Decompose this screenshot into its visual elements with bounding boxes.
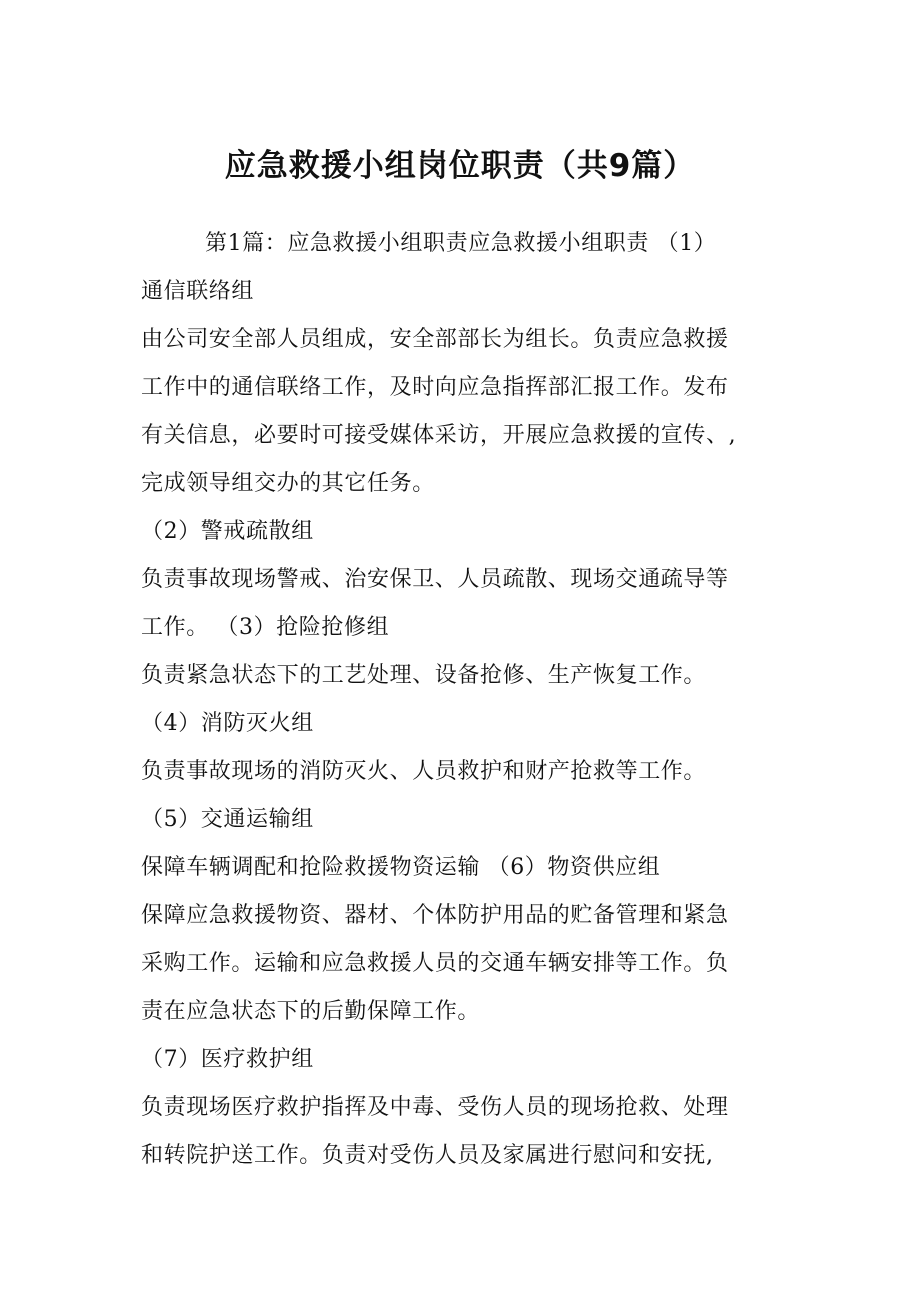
section-heading: （2）警戒疏散组 xyxy=(141,519,314,544)
paragraph-line: 有关信息，必要时可接受媒体采访，开展应急救援的宣传、, xyxy=(141,423,737,448)
section-heading: （4）消防灭火组 xyxy=(141,711,314,736)
paragraph-line: 工作中的通信联络工作，及时向应急指挥部汇报工作。发布 xyxy=(141,375,729,400)
paragraph-line: 负责紧急状态下的工艺处理、设备抢修、生产恢复工作。 xyxy=(141,663,707,688)
document-title: 应急救援小组岗位职责（共9篇） xyxy=(224,148,696,184)
section-heading: （7）医疗救护组 xyxy=(141,1047,314,1072)
paragraph-line: 第1篇：应急救援小组职责应急救援小组职责 （1） xyxy=(205,231,717,256)
section-heading: （5）交通运输组 xyxy=(141,807,314,832)
paragraph-line: 保障应急救援物资、器材、个体防护用品的贮备管理和紧急 xyxy=(141,903,729,928)
paragraph-line: 负责现场医疗救护指挥及中毒、受伤人员的现场抢救、处理 xyxy=(141,1095,729,1120)
paragraph-line: 负责事故现场警戒、治安保卫、人员疏散、现场交通疏导等 xyxy=(141,567,729,592)
document-body xyxy=(141,220,791,1180)
paragraph-line: 负责事故现场的消防灭火、人员救护和财产抢救等工作。 xyxy=(141,759,707,784)
paragraph-line: 和转院护送工作。负责对受伤人员及家属进行慰问和安抚, xyxy=(141,1143,714,1168)
paragraph-line: 通信联络组 xyxy=(141,279,255,304)
paragraph-line: 工作。 （3）抢险抢修组 xyxy=(141,615,390,640)
paragraph-line: 完成领导组交办的其它任务。 xyxy=(141,471,435,496)
paragraph-line: 责在应急状态下的后勤保障工作。 xyxy=(141,999,481,1024)
paragraph-line: 采购工作。运输和应急救援人员的交通车辆安排等工作。负 xyxy=(141,951,729,976)
paragraph-line: 由公司安全部人员组成，安全部部长为组长。负责应急救援 xyxy=(141,327,729,352)
paragraph-line: 保障车辆调配和抢险救援物资运输 （6）物资供应组 xyxy=(141,855,661,880)
